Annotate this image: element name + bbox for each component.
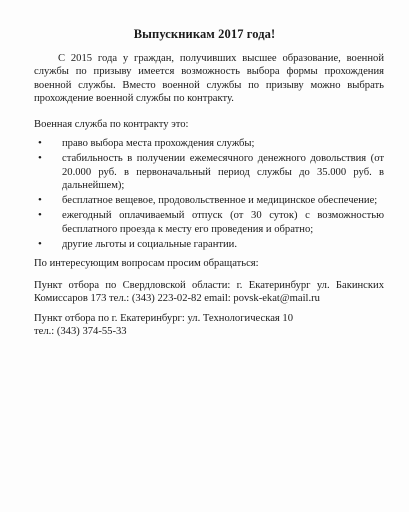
list-item-text: другие льготы и социальные гарантии. — [62, 239, 237, 251]
list-item-text: бесплатное вещевое, продовольственное и медицинское обеспечение; — [62, 195, 378, 207]
bullet-icon: • — [38, 137, 42, 149]
city-office-address: Пункт отбора по г. Екатеринбург: ул. Технологическая 10 — [34, 313, 294, 324]
bullet-icon: • — [38, 209, 42, 222]
email-link[interactable]: povsk-ekat@mail.ru — [233, 293, 320, 305]
list-item — [34, 194, 384, 207]
list-item-text: право выбора места прохождения службы; — [62, 138, 255, 149]
regional-office-contacts — [34, 279, 384, 306]
list-item — [34, 209, 384, 236]
list-item — [34, 137, 384, 150]
bullet-icon: • — [38, 152, 42, 165]
list-item — [34, 238, 384, 251]
list-item — [34, 152, 384, 192]
bullet-icon: • — [38, 238, 42, 251]
regional-office-text: Пункт отбора по Свердловской области: г. Екатеринбург ул. Бакинских Комиссаров 173 тел.: (343) 223-02-82 email: — [34, 280, 384, 305]
list-item-text: стабильность в получении ежемесячного денежного довольствия (от 20.000 руб. в первоначальный период службы до 35.000 руб. в дальнейшем); — [62, 153, 384, 191]
list-item-text: ежегодный оплачиваемый отпуск (от 30 суток) с возможностью бесплатного проезда к месту его проведения и обратно; — [62, 210, 384, 235]
city-office-phone: тел.: (343) 374-55-33 — [34, 326, 127, 338]
city-office-contacts — [34, 312, 384, 339]
contacts-lead: По интересующим вопросам просим обращаться: — [34, 258, 259, 269]
benefits-lead: Военная служба по контракту это: — [34, 119, 189, 130]
intro-paragraph: С 2015 года у граждан, получивших высшее образование, военной службы по призыву имеется возможность выбора формы прохождения военной службы. Вместо военной службы по призыву можно выбрать прохождение военной службы по контракту. — [34, 53, 384, 104]
benefits-list — [34, 137, 384, 253]
page-title: Выпускникам 2017 года! — [133, 27, 276, 41]
bullet-icon: • — [38, 194, 42, 207]
